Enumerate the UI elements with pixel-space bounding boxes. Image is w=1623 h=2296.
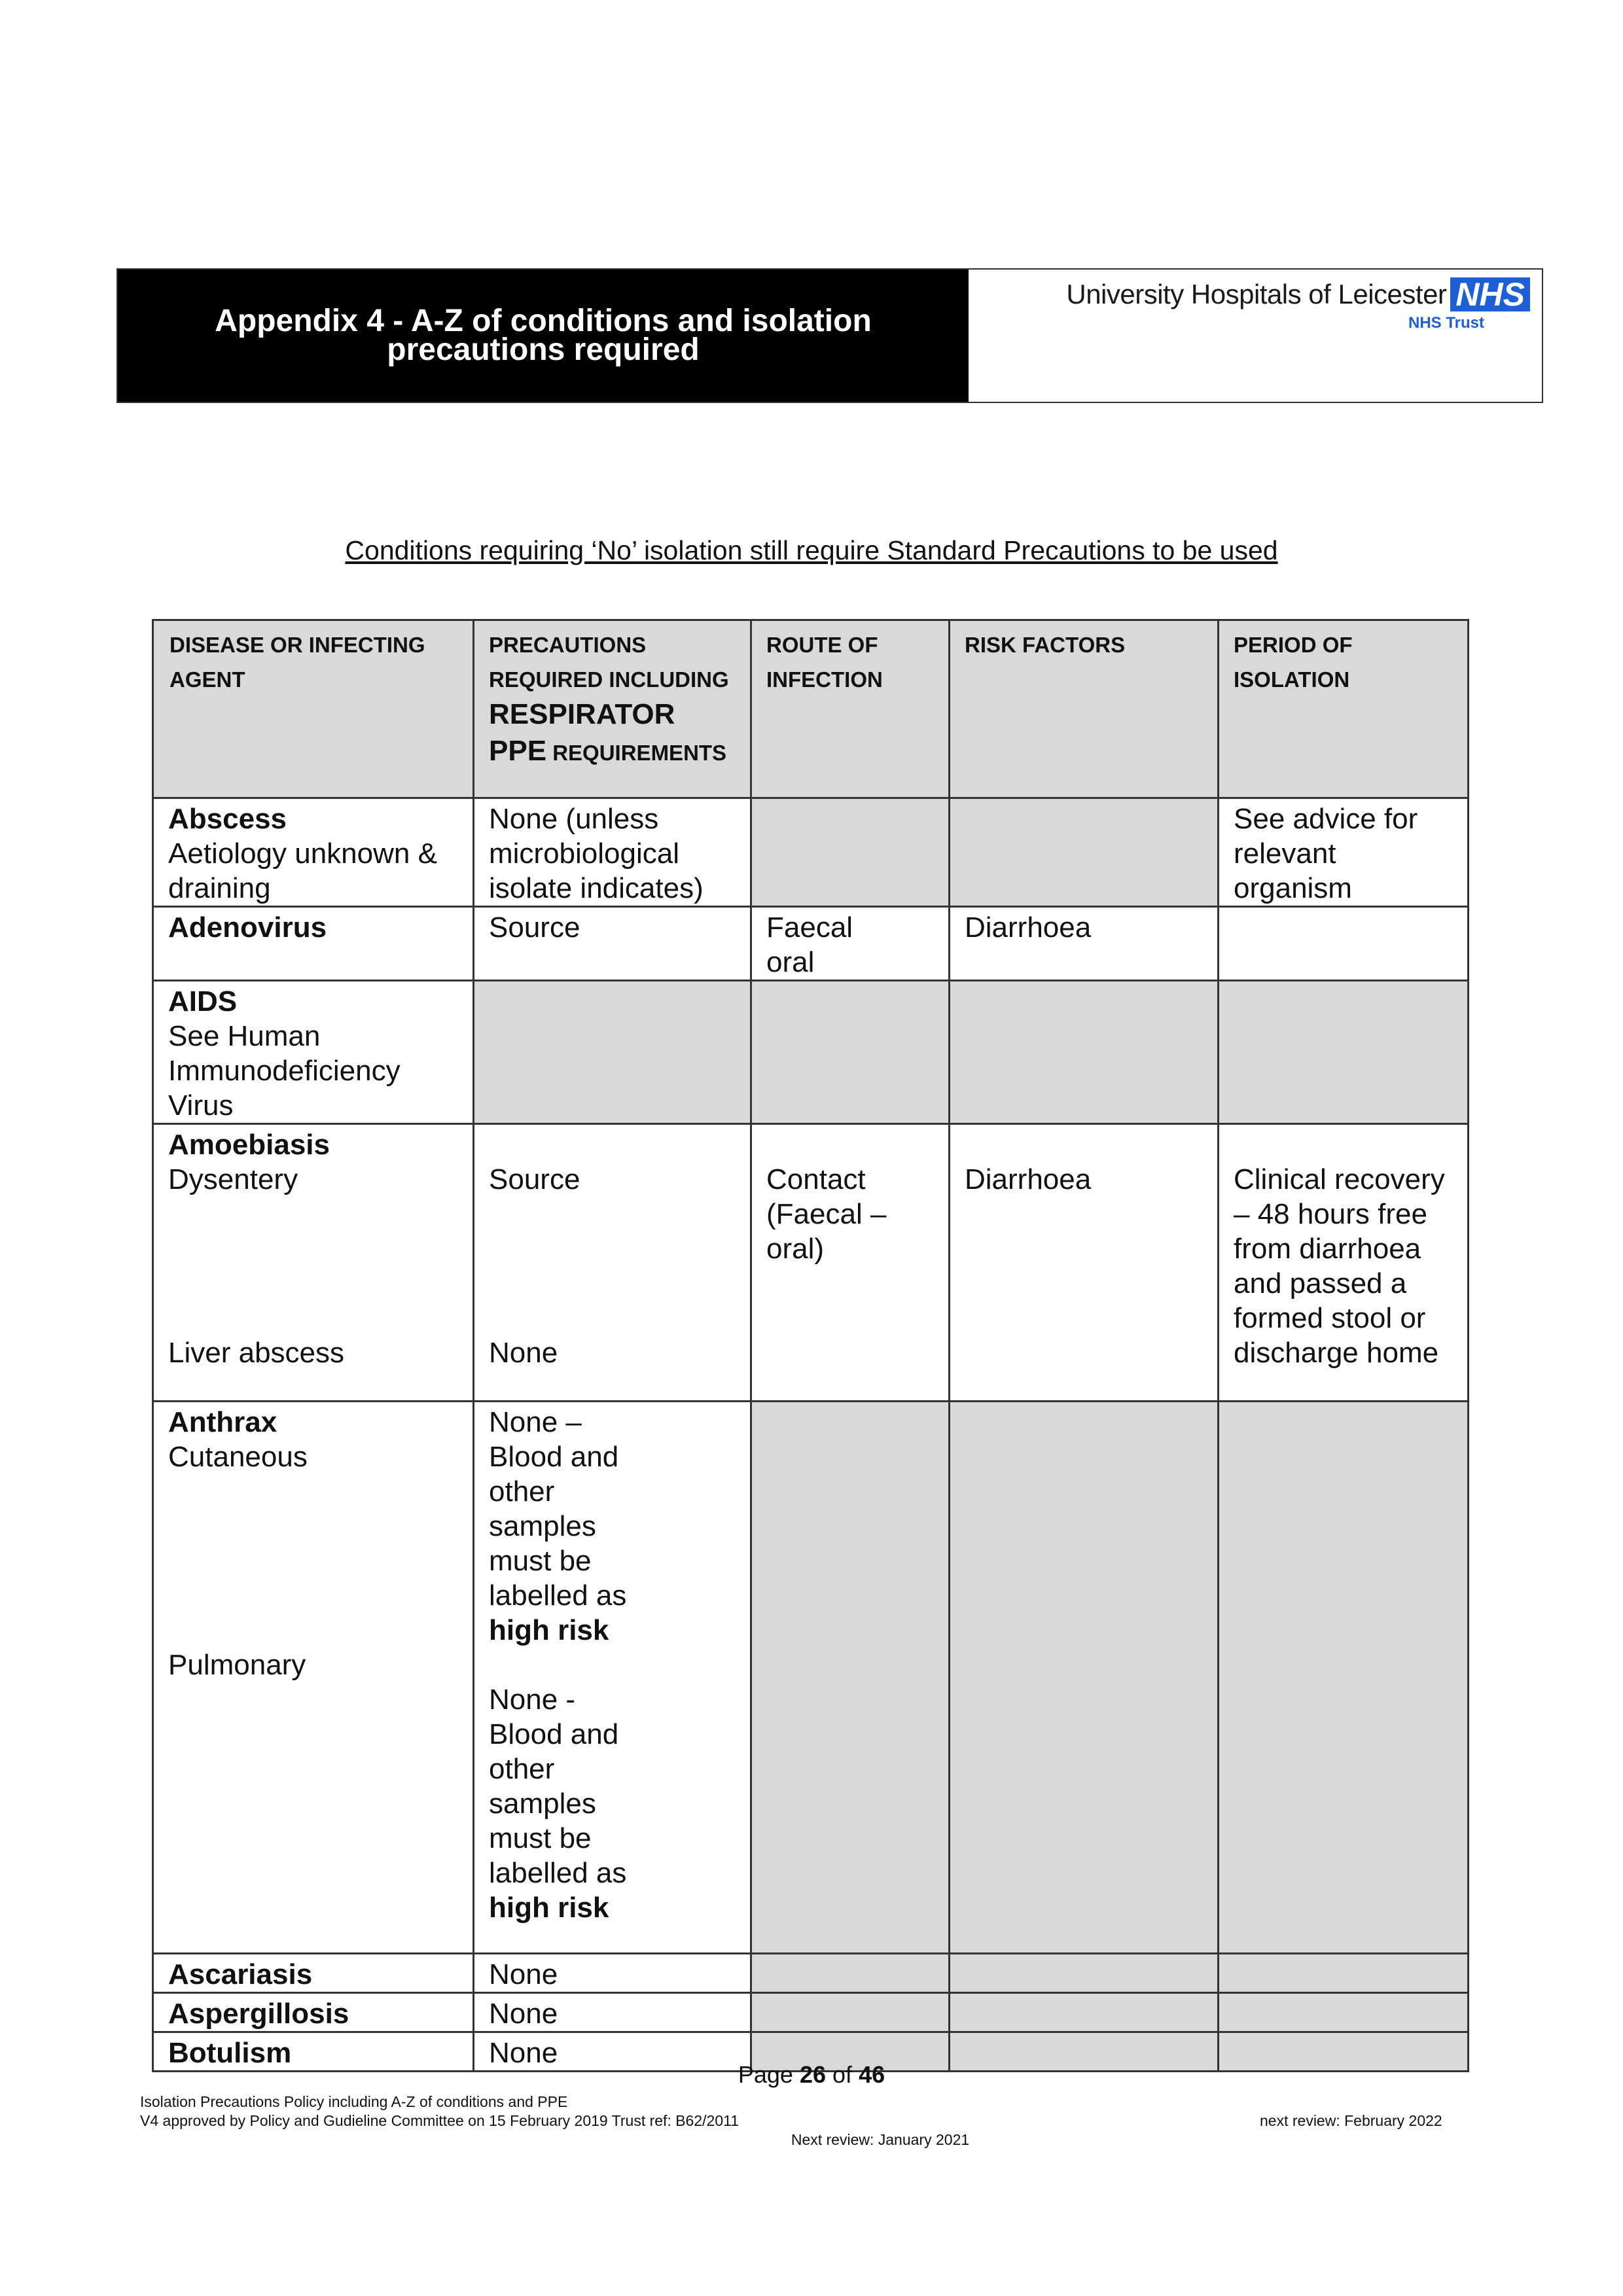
disease-name: Botulism xyxy=(168,2037,292,2069)
table-row xyxy=(153,907,1469,981)
precautions-cell xyxy=(474,1402,751,1954)
disease-sub-pulmonary: Pulmonary xyxy=(168,1649,306,1681)
disease-detail: Aetiology unknown & draining xyxy=(168,838,437,904)
disease-name: Aspergillosis xyxy=(168,1998,349,2030)
route-cell xyxy=(751,1954,950,1993)
disease-name: Adenovirus xyxy=(168,911,327,944)
precautions-cutaneous: None – Blood and other samples must be labelled as xyxy=(489,1406,627,1612)
header-precautions xyxy=(474,620,751,798)
disease-cell xyxy=(153,981,474,1124)
route-cell xyxy=(751,1993,950,2032)
disease-sub-liver-abscess: Liver abscess xyxy=(168,1337,345,1369)
route-cell xyxy=(751,1402,950,1954)
risk-value: Diarrhoea xyxy=(965,1163,1092,1195)
precautions-liver-abscess: None xyxy=(489,1337,558,1369)
disease-cell xyxy=(153,1402,474,1954)
header-period: PERIOD OF ISOLATION xyxy=(1219,620,1469,798)
table-row xyxy=(153,1402,1469,1954)
route-cell: Faecal oral xyxy=(751,907,950,981)
footer-line3: Next review: January 2021 xyxy=(791,2131,970,2148)
risk-cell xyxy=(950,798,1219,907)
risk-cell xyxy=(950,1954,1219,1993)
period-cell xyxy=(1219,1402,1469,1954)
route-cell xyxy=(751,1124,950,1402)
header-disease: DISEASE OR INFECTING AGENT xyxy=(153,620,474,798)
nhs-logo-icon: NHS xyxy=(1450,277,1530,311)
precautions-pulmonary: None - Blood and other samples must be labelled as xyxy=(489,1684,627,1889)
precautions-cutaneous-high-risk: high risk xyxy=(489,1614,609,1646)
risk-cell xyxy=(950,1402,1219,1954)
table-row xyxy=(153,1954,1469,1993)
header-precautions-b: RESPIRATOR PPE xyxy=(489,698,675,767)
risk-cell: Diarrhoea xyxy=(950,907,1219,981)
precautions-pulmonary-high-risk: high risk xyxy=(489,1892,609,1924)
appendix-title-line1: Appendix 4 - A-Z of conditions and isolation xyxy=(215,304,872,338)
period-cell: See advice for relevant organism xyxy=(1219,798,1469,907)
disease-cell xyxy=(153,1124,474,1402)
uhl-logo xyxy=(1066,277,1530,332)
logo-trust: NHS Trust xyxy=(1408,314,1484,332)
page-label: Page xyxy=(738,2061,793,2088)
disease-cell xyxy=(153,1993,474,2032)
disease-name: Ascariasis xyxy=(168,1958,313,1990)
header-route: ROUTE OF INFECTION xyxy=(751,620,950,798)
period-value: Clinical recovery – 48 hours free from diarrhoea and passed a formed stool or discharge home xyxy=(1234,1163,1445,1369)
precautions-cell xyxy=(474,1124,751,1402)
route-value: Contact (Faecal – oral) xyxy=(766,1163,887,1265)
route-cell xyxy=(751,798,950,907)
disease-cell xyxy=(153,1954,474,1993)
period-cell xyxy=(1219,981,1469,1124)
footer-line2: V4 approved by Policy and Gudieline Committee on 15 February 2019 Trust ref: B62/2011 xyxy=(140,2112,739,2129)
precautions-cell: None xyxy=(474,1954,751,1993)
disease-sub-dysentery: Dysentery xyxy=(168,1163,298,1195)
period-cell xyxy=(1219,907,1469,981)
disease-name: Abscess xyxy=(168,803,287,835)
page-number xyxy=(0,2061,1623,2089)
disease-cell xyxy=(153,907,474,981)
period-cell xyxy=(1219,1993,1469,2032)
precautions-cell: None (unless microbiological isolate indicates) xyxy=(474,798,751,907)
precautions-cell xyxy=(474,981,751,1124)
period-cell xyxy=(1219,1124,1469,1402)
disease-cell xyxy=(153,798,474,907)
precautions-cell: None xyxy=(474,2032,751,2072)
disease-name: AIDS xyxy=(168,985,238,1017)
risk-cell xyxy=(950,1124,1219,1402)
risk-cell xyxy=(950,1993,1219,2032)
header-precautions-c: REQUIREMENTS xyxy=(552,741,727,765)
isolation-notice: Conditions requiring ‘No’ isolation still require Standard Precautions to be used xyxy=(345,535,1278,565)
footer-next-review: next review: February 2022 xyxy=(1260,2112,1442,2129)
period-cell xyxy=(1219,1954,1469,1993)
document-header xyxy=(116,268,1543,403)
disease-name: Amoebiasis xyxy=(168,1129,330,1161)
footer-line1: Isolation Precautions Policy including A-Z of conditions and PPE xyxy=(140,2093,568,2110)
risk-cell xyxy=(950,981,1219,1124)
disease-name: Anthrax xyxy=(168,1406,277,1438)
header-precautions-a: PRECAUTIONS REQUIRED INCLUDING xyxy=(489,633,729,692)
conditions-table xyxy=(152,619,1469,2072)
page-total: 46 xyxy=(859,2061,885,2088)
header-risk: RISK FACTORS xyxy=(950,620,1219,798)
disease-sub-cutaneous: Cutaneous xyxy=(168,1441,308,1473)
table-row xyxy=(153,1993,1469,2032)
logo-area xyxy=(969,270,1542,402)
appendix-title xyxy=(118,270,969,402)
table-row xyxy=(153,981,1469,1124)
logo-text: University Hospitals of Leicester xyxy=(1066,279,1447,309)
page-of: of xyxy=(832,2061,853,2088)
route-cell xyxy=(751,981,950,1124)
precautions-cell: Source xyxy=(474,907,751,981)
precautions-dysentery: Source xyxy=(489,1163,580,1195)
table-header-row xyxy=(153,620,1469,798)
table-row xyxy=(153,798,1469,907)
table-row xyxy=(153,1124,1469,1402)
disease-detail: See Human Immunodeficiency Virus xyxy=(168,1020,401,1122)
page-current: 26 xyxy=(799,2061,827,2088)
precautions-cell: None xyxy=(474,1993,751,2032)
appendix-title-line2: precautions required xyxy=(387,332,700,367)
